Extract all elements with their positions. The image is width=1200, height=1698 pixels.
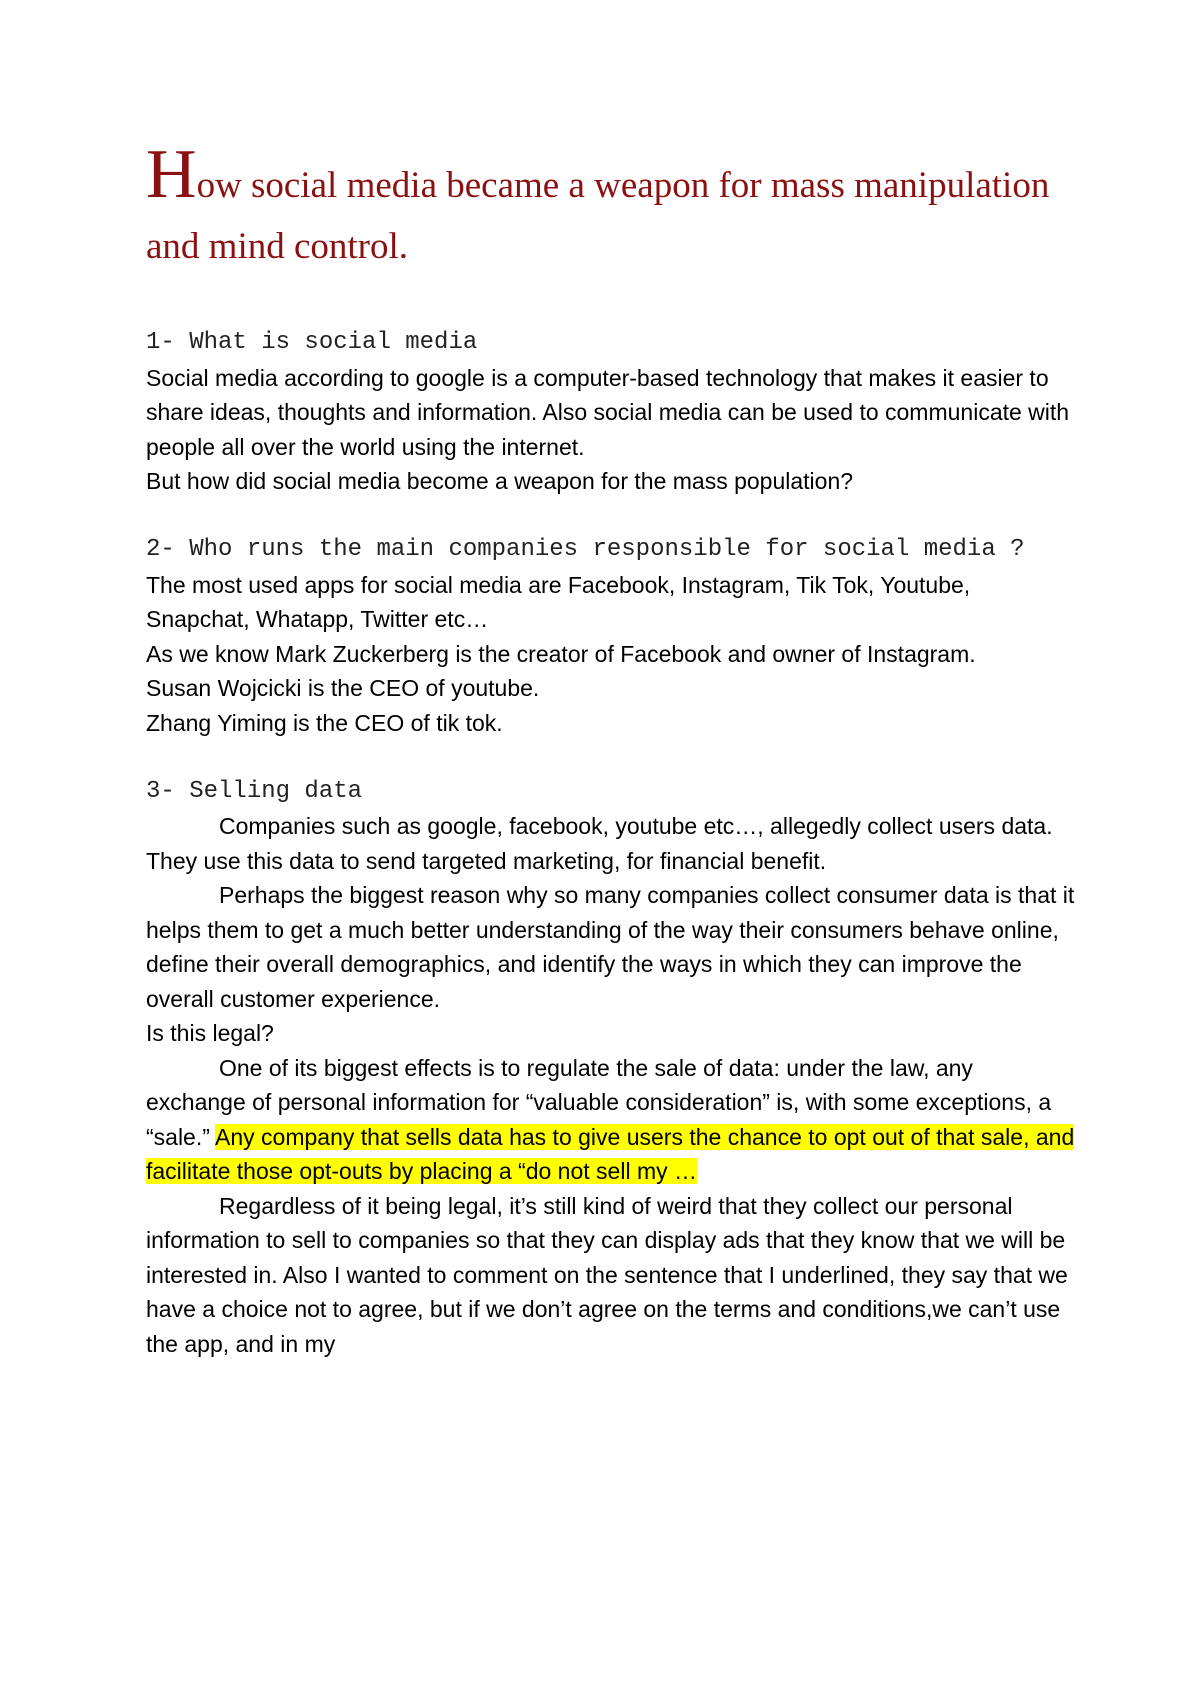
paragraph: Perhaps the biggest reason why so many companies collect consumer data is that it helps them to get a much better understanding of the way their consumers behave online, define their overall demographics, and identify the ways in which they can improve the overall customer experience. (146, 882, 1075, 1012)
paragraph: Zhang Yiming is the CEO of tik tok. (146, 709, 503, 736)
highlighted-text: Any company that sells data has to give users the chance to opt out of that sale, and facilitate those opt-outs by placing a “do not sell my … (146, 1123, 1075, 1184)
document-title (146, 136, 1076, 277)
title-drop-cap: H (146, 136, 197, 213)
paragraph: Regardless of it being legal, it’s still kind of weird that they collect our personal information to sell to companies so that they can display ads that they know that we will be interested in. Also I wanted to comment on the sentence that I underlined, they say that we have a choice not to agree, but if we don’t agree on the terms and conditions,we can’t use the app, and in my (146, 1192, 1068, 1357)
spacer (146, 499, 1076, 534)
paragraph-with-highlight (146, 1051, 1076, 1189)
paragraph: As we know Mark Zuckerberg is the creator of Facebook and owner of Instagram. (146, 640, 976, 667)
paragraph: Susan Wojcicki is the CEO of youtube. (146, 675, 540, 701)
paragraph: Is this legal? (146, 1020, 274, 1046)
paragraph: But how did social media become a weapon for the mass population? (146, 468, 854, 494)
paragraph: The most used apps for social media are Facebook, Instagram, Tik Tok, Youtube, Snapchat, Whatapp, Twitter etc… (146, 571, 971, 632)
paragraph: Companies such as google, facebook, youtube etc…, allegedly collect users data. They use this data to send targeted marketing, for financial benefit. (146, 813, 1053, 874)
spacer (146, 277, 1076, 326)
paragraph-text: One of its biggest effects is to regulate the sale of data: under the law, any exchange of personal information for “valuable consideration” is, with some exceptions, a “sale.” (146, 1054, 1052, 1150)
section-heading-1: 1- What is social media (146, 329, 478, 356)
spacer (146, 740, 1076, 775)
section-heading-3: 3- Selling data (146, 777, 363, 805)
section-heading-2: 2- Who runs the main companies responsible for social media ? (146, 536, 1025, 563)
paragraph: Social media according to google is a computer-based technology that makes it easier to share ideas, thoughts and information. Also social media can be used to communicate with people all over the world using the internet. (146, 364, 1070, 460)
title-text: ow social media became a weapon for mass manipulation and mind control. (146, 165, 1050, 267)
document-body (146, 136, 1076, 1361)
